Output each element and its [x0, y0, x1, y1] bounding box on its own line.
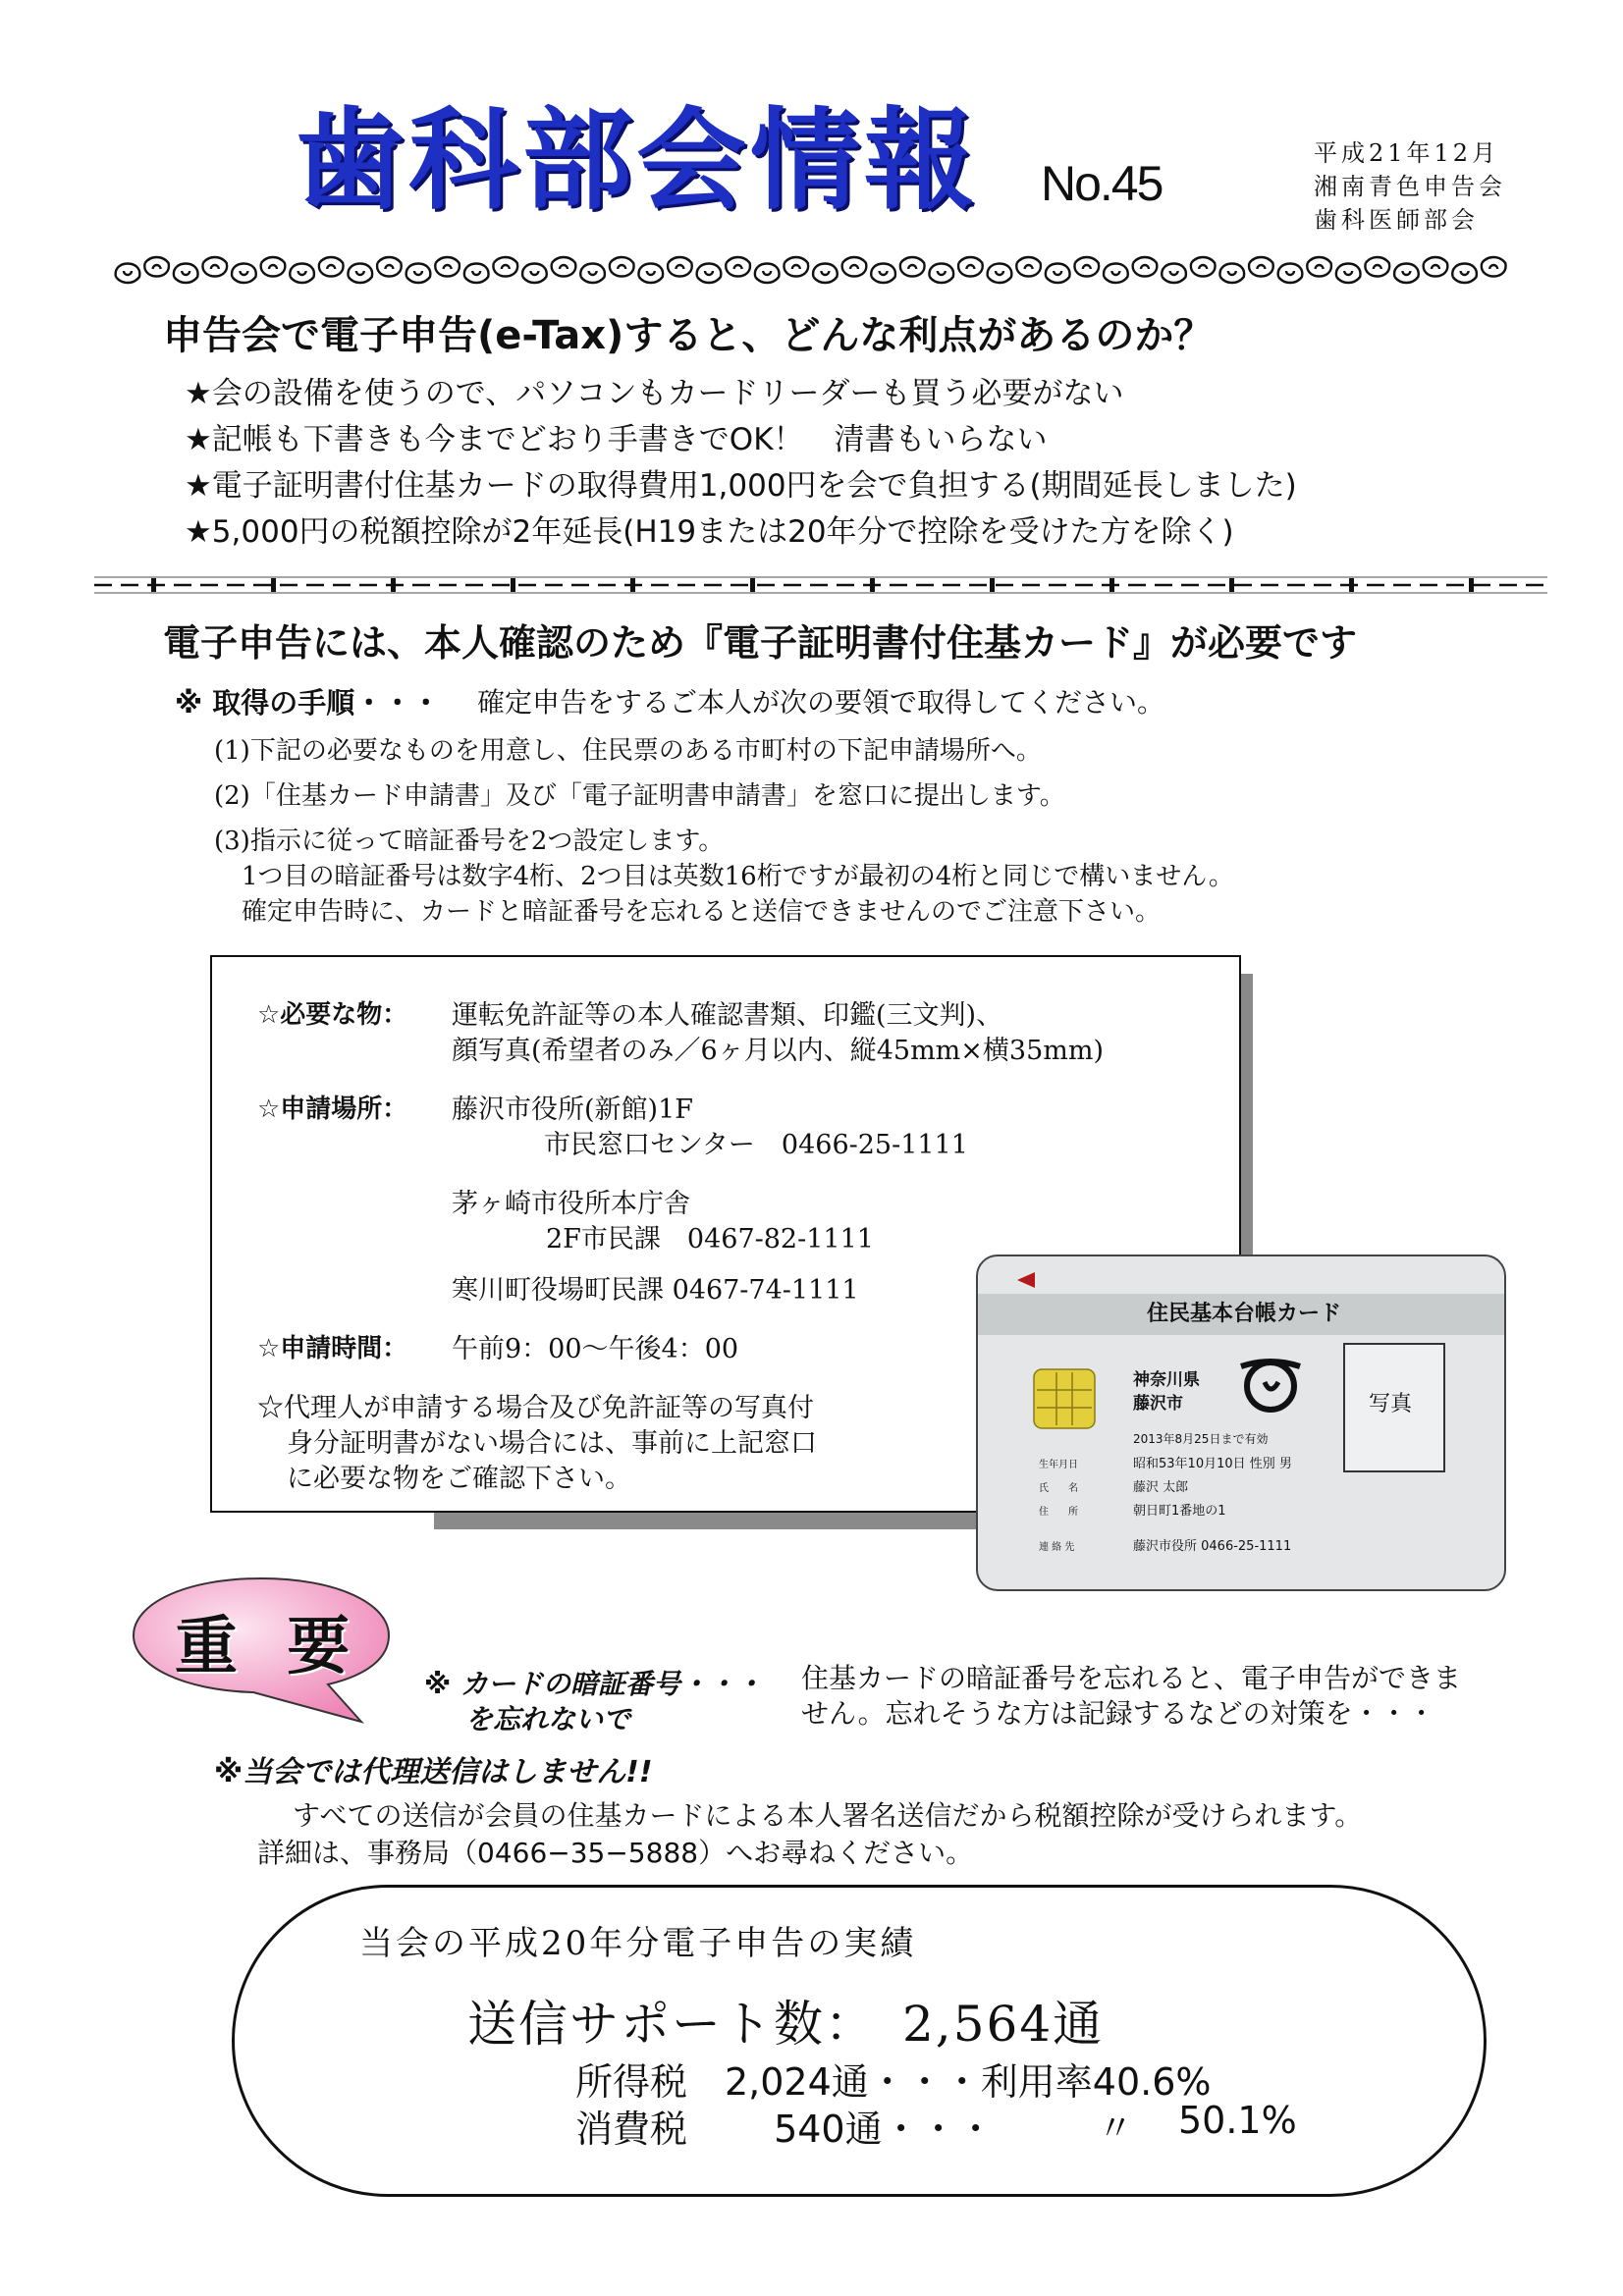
ornament-loop — [1219, 264, 1244, 284]
ornament-loop — [784, 257, 808, 277]
ornament-loop — [900, 257, 925, 277]
ditto-mark: 〃 — [1098, 2109, 1134, 2149]
address-label: 住 所 — [1039, 1507, 1078, 1518]
required-items-label: ☆必要な物： — [257, 1000, 408, 1030]
ornament-loop — [1016, 257, 1041, 277]
benefit-item: ★電子証明書付住基カードの取得費用1,000円を会で負担する(期間延長しました) — [185, 468, 1297, 504]
ornament-loop — [1046, 264, 1070, 284]
decorative-border — [114, 249, 1508, 291]
pin-warning-text: 住基カードの暗証番号を忘れると、電子申告ができま — [801, 1662, 1462, 1694]
ornament-loop — [232, 264, 256, 284]
divider-mark — [870, 578, 875, 592]
divider-mark — [391, 578, 396, 592]
card-city: 藤沢市 — [1133, 1394, 1183, 1414]
ornament-loop — [464, 264, 489, 284]
ornament-loop — [929, 264, 953, 284]
procedure-step: (3)指示に従って暗証番号を2つ設定します。 — [214, 827, 725, 856]
birth-value: 昭和53年10月10日 性別 男 — [1133, 1457, 1292, 1471]
ornament-loop — [958, 257, 983, 277]
ornament-loop — [871, 264, 895, 284]
ornament-loop — [552, 257, 576, 277]
city-emblem-icon — [1235, 1353, 1306, 1419]
important-badge-text: 重 要 — [175, 1610, 364, 1683]
ornament-loop — [435, 257, 460, 277]
ornament-loop — [1074, 257, 1099, 277]
section1-heading: 申告会で電子申告(e-Tax)すると、どんな利点があるのか？ — [163, 313, 1214, 358]
ornament-loop — [988, 264, 1012, 284]
divider-mark — [151, 578, 156, 592]
benefit-item: ★記帳も下書きも今までどおり手書きでOK！ 清書もいらない — [185, 422, 1048, 457]
required-items: 顔写真(希望者のみ／6ヶ月以内、縦45mm×横35mm) — [452, 1036, 1104, 1066]
ornament-loop — [1249, 257, 1273, 277]
ornament-loop — [1133, 257, 1158, 277]
ornament-loop — [697, 264, 722, 284]
name-label: 氏 名 — [1039, 1483, 1078, 1494]
card-flag-icon — [1015, 1270, 1037, 1290]
photo-label: 写真 — [1369, 1392, 1413, 1416]
ornament-loop — [1394, 264, 1419, 284]
publish-date: 平成21年12月 — [1314, 139, 1500, 167]
divider-mark — [990, 578, 995, 592]
divider-mark — [750, 578, 755, 592]
notice-contact: 詳細は、事務局（0466−35−5888）へお尋ねください。 — [257, 1837, 974, 1869]
contact-label: 連 絡 先 — [1039, 1542, 1075, 1553]
birth-label: 生年月日 — [1039, 1460, 1078, 1470]
ornament-loop — [348, 264, 372, 284]
ornament-loop — [406, 264, 431, 284]
divider-mark — [1109, 578, 1114, 592]
procedure-intro: 確定申告をするご本人が次の要領で取得してください。 — [477, 686, 1165, 719]
juki-card-illustration — [976, 1255, 1506, 1591]
ornament-loop — [668, 257, 692, 277]
divider-mark — [511, 578, 515, 592]
publisher-dept: 歯科医師部会 — [1314, 206, 1479, 234]
ornament-loop — [1278, 264, 1303, 284]
ornament-loop — [638, 264, 663, 284]
divider-mark — [1229, 578, 1234, 592]
ornament-loop — [1104, 264, 1128, 284]
name-value: 藤沢 太郎 — [1133, 1480, 1189, 1495]
ornament-loop — [726, 257, 750, 277]
proxy-note: に必要な物をご確認下さい。 — [287, 1464, 631, 1494]
pin-warning-label: ※ カードの暗証番号・・・ — [424, 1668, 763, 1700]
ornament-loop — [1482, 257, 1506, 277]
apply-place-label: ☆申請場所： — [257, 1095, 408, 1124]
procedure-step: (1)下記の必要なものを用意し、住民票のある市町村の下記申請場所へ。 — [214, 736, 1042, 766]
ornament-loop — [116, 264, 140, 284]
pin-warning-text: せん。忘れそうな方は記録するなどの対策を・・・ — [801, 1697, 1435, 1730]
card-prefecture: 神奈川県 — [1133, 1370, 1200, 1390]
ornament-loop — [522, 264, 547, 284]
ornament-loop — [813, 264, 838, 284]
divider-mark — [1349, 578, 1354, 592]
pin-warning-label: を忘れないで — [465, 1703, 631, 1735]
apply-place: 2F市民課 0467-82-1111 — [546, 1224, 874, 1255]
publisher-org: 湘南青色申告会 — [1314, 173, 1506, 200]
results-total: 送信サポート数： 2,564通 — [467, 1996, 1105, 2053]
card-valid-date: 2013年8月25日まで有効 — [1133, 1432, 1269, 1446]
procedure-label: ※ 取得の手順・・・ — [175, 686, 441, 720]
benefit-item: ★5,000円の税額控除が2年延長(H19または20年分で控除を受けた方を除く) — [185, 514, 1234, 550]
ornament-loop — [319, 257, 344, 277]
card-title: 住民基本台帳カード — [1147, 1302, 1342, 1326]
results-income-tax: 所得税 2,024通・・・利用率40.6% — [575, 2060, 1212, 2104]
ornament-loop — [755, 264, 780, 284]
proxy-note: 身分証明書がない場合には、事前に上記窓口 — [287, 1428, 817, 1459]
ornament-loop — [202, 257, 227, 277]
procedure-note: 1つ目の暗証番号は数字4桁、2つ目は英数16桁ですが最初の4桁と同じで構いません。 — [242, 862, 1234, 891]
results-title: 当会の平成20年分電子申告の実績 — [359, 1924, 917, 1963]
ornament-loop — [1336, 264, 1361, 284]
notice-text: すべての送信が会員の住基カードによる本人署名送信だから税額控除が受けられます。 — [293, 1799, 1363, 1832]
section-divider — [94, 573, 1547, 599]
ornament-loop — [174, 264, 198, 284]
apply-hours: 午前9：00〜午後4：00 — [452, 1334, 739, 1364]
ornament-loop — [290, 264, 314, 284]
divider-mark — [271, 578, 276, 592]
apply-place: 市民窓口センター 0466-25-1111 — [544, 1130, 968, 1160]
address-value: 朝日町1番地の1 — [1133, 1504, 1226, 1519]
issue-number: No.45 — [1041, 156, 1163, 211]
section2-heading: 電子申告には、本人確認のため『電子証明書付住基カード』が必要です — [163, 621, 1358, 665]
ornament-loop — [1191, 257, 1216, 277]
ornament-loop — [1365, 257, 1389, 277]
required-items: 運転免許証等の本人確認書類、印鑑(三文判)、 — [452, 1000, 1003, 1031]
apply-place: 藤沢市役所(新館)1F — [452, 1095, 693, 1125]
results-consumption-rate: 50.1% — [1178, 2099, 1297, 2142]
ornament-loop — [1162, 264, 1186, 284]
proxy-note: ☆代理人が申請する場合及び免許証等の写真付 — [257, 1393, 814, 1423]
results-consumption-tax: 消費税 540通・・・ — [575, 2108, 995, 2151]
contact-value: 藤沢市役所 0466-25-1111 — [1133, 1539, 1292, 1554]
ornament-loop — [493, 257, 517, 277]
divider-mark — [1469, 578, 1474, 592]
ornament-loop — [580, 264, 605, 284]
ic-chip-icon — [1033, 1368, 1096, 1429]
ornament-loop — [261, 257, 286, 277]
ornament-loop — [1424, 257, 1448, 277]
ornament-loop — [1452, 264, 1477, 284]
newsletter-title: 歯科部会情報 — [295, 97, 978, 225]
apply-place: 寒川町役場町民課 0467-74-1111 — [452, 1275, 859, 1306]
ornament-loop — [842, 257, 867, 277]
procedure-note: 確定申告時に、カードと暗証番号を忘れると送信できませんのでご注意下さい。 — [242, 897, 1162, 927]
ornament-loop — [377, 257, 402, 277]
procedure-step: (2)「住基カード申請書」及び「電子証明書申請書」を窓口に提出します。 — [214, 781, 1065, 811]
no-proxy-heading: ※当会では代理送信はしません!! — [214, 1755, 653, 1789]
ornament-loop — [1307, 257, 1331, 277]
ornament-loop — [610, 257, 634, 277]
divider-mark — [630, 578, 635, 592]
apply-place: 茅ヶ崎市役所本庁舎 — [452, 1189, 690, 1219]
ornament-loop — [144, 257, 169, 277]
apply-hours-label: ☆申請時間： — [257, 1334, 408, 1363]
benefit-item: ★会の設備を使うので、パソコンもカードリーダーも買う必要がない — [185, 376, 1124, 411]
